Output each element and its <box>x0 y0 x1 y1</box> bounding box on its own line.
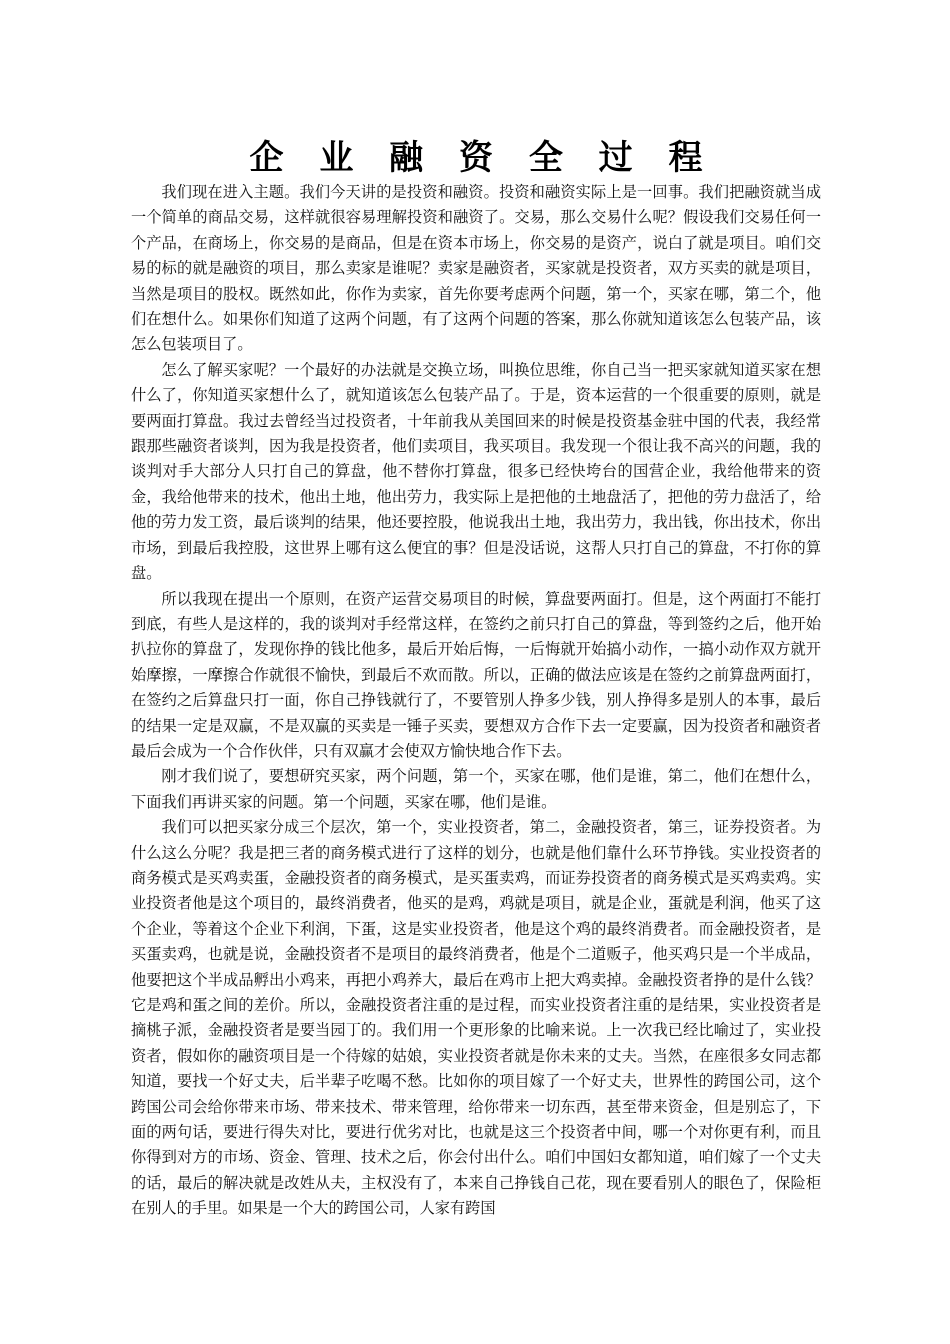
paragraph: 我们可以把买家分成三个层次，第一个，实业投资者，第二，金融投资者，第三，证券投资者。为什么这么分呢？我是把三者的商务模式进行了这样的划分，也就是他们靠什么环节挣钱。实业投资者的商务模式是买鸡卖蛋，金融投资者的商务模式，是买蛋卖鸡，而证券投资者的商务模式是买鸡卖鸡。实业投资者他是这个项目的，最终消费者，他买的是鸡，鸡就是项目，就是企业，蛋就是利润，他买了这个企业，等着这个企业下利润，下蛋，这是实业投资者，他是这个鸡的最终消费者。而金融投资者，是买蛋卖鸡，也就是说，金融投资者不是项目的最终消费者，他是个二道贩子，他买鸡只是一个半成品，他要把这个半成品孵出小鸡来，再把小鸡养大，最后在鸡市上把大鸡卖掉。金融投资者挣的是什么钱？它是鸡和蛋之间的差价。所以，金融投资者注重的是过程，而实业投资者注重的是结果，实业投资者是摘桃子派，金融投资者是要当园丁的。我们用一个更形象的比喻来说。上一次我已经比喻过了，实业投资者，假如你的融资项目是一个待嫁的姑娘，实业投资者就是你未来的丈夫。当然，在座很多女同志都知道，要找一个好丈夫，后半辈子吃喝不愁。比如你的项目嫁了一个好丈夫，世界性的跨国公司，这个跨国公司会给你带来市场、带来技术、带来管理，给你带来一切东西，甚至带来资金，但是别忘了，下面的两句话，要进行得失对比，要进行优劣对比，也就是这三个投资者中间，哪一个对你更有利，而且你得到对方的市场、资金、管理、技术之后，你会付出什么。咱们中国妇女都知道，咱们嫁了一个丈夫的话，最后的解决就是改姓从夫，主权没有了，本来自己挣钱自己花，现在要看别人的眼色了，保险柜在别人的手里。如果是一个大的跨国公司，人家有跨国 <box>131 818 821 1218</box>
paragraph: 刚才我们说了，要想研究买家，两个问题，第一个，买家在哪，他们是谁，第二，他们在想什么，下面我们再讲买家的问题。第一个问题，买家在哪，他们是谁。 <box>131 767 821 811</box>
document-page <box>131 138 821 1222</box>
paragraph: 怎么了解买家呢？一个最好的办法就是交换立场，叫换位思维，你自己当一把买家就知道买家在想什么了，你知道买家想什么了，就知道该怎么包装产品了。于是，资本运营的一个很重要的原则，就是要两面打算盘。我过去曾经当过投资者，十年前我从美国回来的时候是投资基金驻中国的代表，我经常跟那些融资者谈判，因为我是投资者，他们卖项目，我买项目。我发现一个很让我不高兴的问题，我的谈判对手大部分人只打自己的算盘，他不替你打算盘，很多已经快垮台的国营企业，我给他带来的资金，我给他带来的技术，他出土地，他出劳力，我实际上是把他的土地盘活了，把他的劳力盘活了，给他的劳力发工资，最后谈判的结果，他还要控股，他说我出土地，我出劳力，我出钱，你出技术，你出市场，到最后我控股，这世界上哪有这么便宜的事？但是没话说，这帮人只打自己的算盘，不打你的算盘。 <box>131 360 821 583</box>
paragraph: 所以我现在提出一个原则，在资产运营交易项目的时候，算盘要两面打。但是，这个两面打不能打到底，有些人是这样的，我的谈判对手经常这样，在签约之前只打自己的算盘，等到签约之后，他开始扒拉你的算盘了，发现你挣的钱比他多，最后开始后悔，一后悔就开始搞小动作，一搞小动作双方就开始摩擦，一摩擦合作就很不愉快，到最后不欢而散。所以，正确的做法应该是在签约之前算盘两面打，在签约之后算盘只打一面，你自己挣钱就行了，不要管别人挣多少钱，别人挣得多是别人的本事，最后的结果一定是双赢，不是双赢的买卖是一锤子买卖，要想双方合作下去一定要赢，因为投资者和融资者最后会成为一个合作伙伴，只有双赢才会使双方愉快地合作下去。 <box>131 589 821 760</box>
paragraph: 我们现在进入主题。我们今天讲的是投资和融资。投资和融资实际上是一回事。我们把融资就当成一个简单的商品交易，这样就很容易理解投资和融资了。交易，那么交易什么呢？假设我们交易任何一个产品，在商场上，你交易的是商品，但是在资本市场上，你交易的是资产，说白了就是项目。咱们交易的标的就是融资的项目，那么卖家是谁呢？卖家是融资者，买家就是投资者，双方买卖的就是项目，当然是项目的股权。既然如此，你作为卖家，首先你要考虑两个问题，第一个，买家在哪，第二个，他们在想什么。如果你们知道了这两个问题，有了这两个问题的答案，那么你就知道该怎么包装产品，该怎么包装项目了。 <box>131 183 821 354</box>
document-title: 企 业 融 资 全 过 程 <box>249 138 715 178</box>
document-body <box>131 180 821 1222</box>
